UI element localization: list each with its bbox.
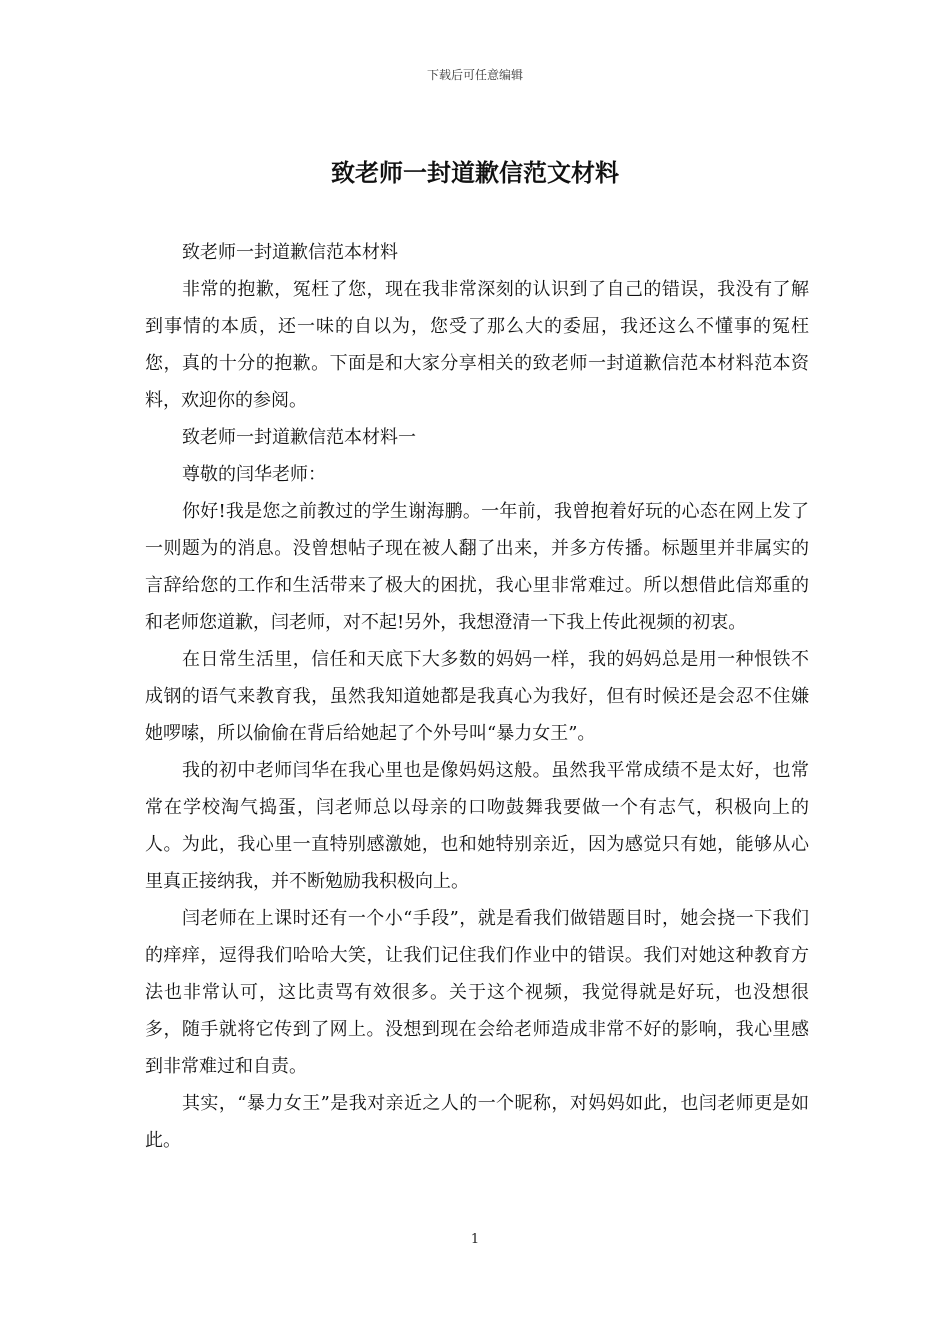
paragraph-body-3: 我的初中老师闫华在我心里也是像妈妈这般。虽然我平常成绩不是太好，也常常在学校淘气捣蛋，闫老师总以母亲的口吻鼓舞我要做一个有志气，积极向上的人。为此，我心里一直特别感激她，也和她特别亲近，因为感觉只有她，能够从心里真正接纳我，并不断勉励我积极向上。 bbox=[145, 760, 809, 892]
paragraph-body-1: 你好!我是您之前教过的学生谢海鹏。一年前，我曾抱着好玩的心态在网上发了一则题为的消息。没曾想帖子现在被人翻了出来，并多方传播。标题里并非属实的言辞给您的工作和生活带来了极大的困扰，我心里非常难过。所以想借此信郑重的和老师您道歉，闫老师，对不起!另外，我想澄清一下我上传此视频的初衷。 bbox=[145, 501, 809, 633]
paragraph-body-5: 其实，“暴力女王”是我对亲近之人的一个昵称，对妈妈如此，也闫老师更是如此。 bbox=[145, 1093, 809, 1151]
page-number: 1 bbox=[470, 1232, 480, 1247]
document-title: 致老师一封道歉信范文材料 bbox=[331, 158, 619, 187]
document-body bbox=[145, 234, 809, 1159]
header-note: 下载后可任意编辑 bbox=[426, 68, 523, 82]
paragraph-salutation: 尊敬的闫华老师： bbox=[182, 464, 326, 485]
paragraph-body-4: 闫老师在上课时还有一个小“手段”，就是看我们做错题目时，她会挠一下我们的痒痒，逗得我们哈哈大笑，让我们记住我们作业中的错误。我们对她这种教育方法也非常认可，这比责骂有效很多。关于这个视频，我觉得就是好玩，也没想很多，随手就将它传到了网上。没想到现在会给老师造成非常不好的影响，我心里感到非常难过和自责。 bbox=[145, 908, 809, 1077]
paragraph-body-2: 在日常生活里，信任和天底下大多数的妈妈一样，我的妈妈总是用一种恨铁不成钢的语气来教育我，虽然我知道她都是我真心为我好，但有时候还是会忍不住嫌她啰嗦，所以偷偷在背后给她起了个外号叫“暴力女王”。 bbox=[145, 649, 809, 744]
paragraph-subtitle: 致老师一封道歉信范本材料 bbox=[182, 242, 398, 263]
paragraph-section-heading: 致老师一封道歉信范本材料一 bbox=[182, 427, 416, 448]
paragraph-intro: 非常的抱歉，冤枉了您，现在我非常深刻的认识到了自己的错误，我没有了解到事情的本质，还一味的自以为，您受了那么大的委屈，我还这么不懂事的冤枉您，真的十分的抱歉。下面是和大家分享相关的致老师一封道歉信范本材料范本资料，欢迎你的参阅。 bbox=[145, 279, 809, 411]
